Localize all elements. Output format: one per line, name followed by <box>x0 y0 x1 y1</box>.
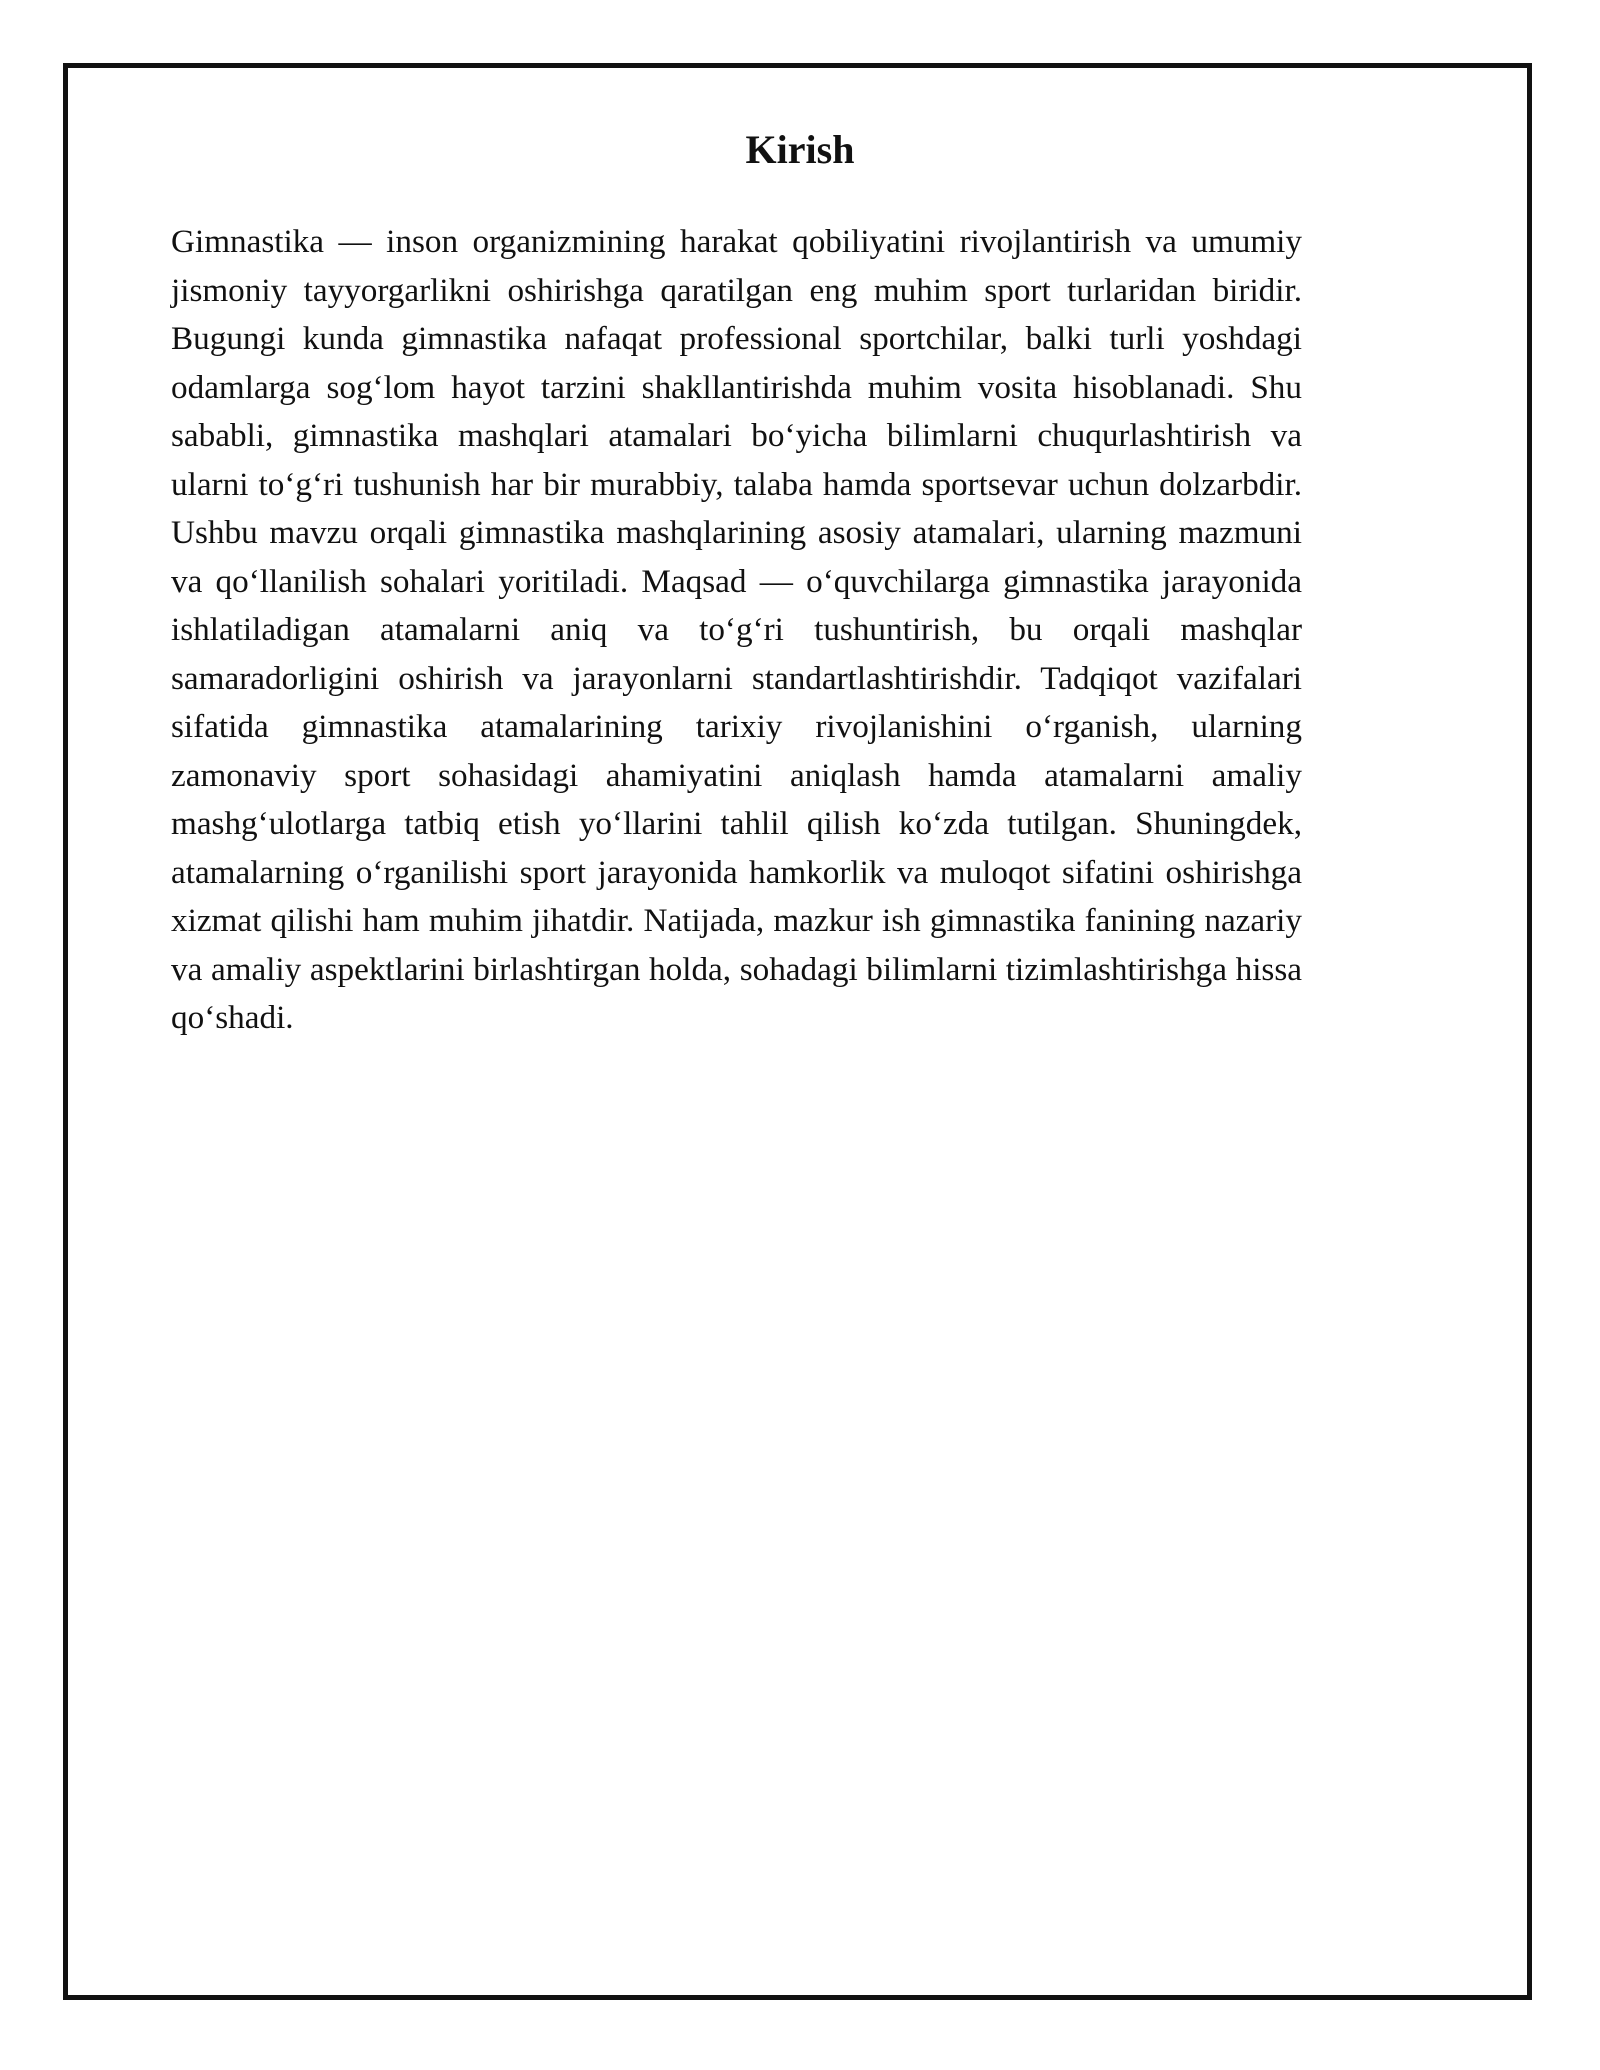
page-title: Kirish <box>745 127 855 172</box>
body-paragraph: Gimnastika — inson organizmining harakat qobiliyatini rivojlantirish va umumiy jismoniy tayyorgarlikni oshirishga qaratilgan eng muhim sport turlaridan biridir. Bugungi kunda gimnastika nafaqat professional sportchilar, balki turli yoshdagi odamlarga sogʻlom hayot tarzini shakllantirishda muhim vosita hisoblanadi. Shu sababli, gimnastika mashqlari atamalari boʻyicha bilimlarni chuqurlashtirish va ularni toʻgʻri tushunish har bir murabbiy, talaba hamda sportsevar uchun dolzarbdir. Ushbu mavzu orqali gimnastika mashqlarining asosiy atamalari, ularning mazmuni va qoʻllanilish sohalari yoritiladi. Maqsad — oʻquvchilarga gimnastika jarayonida ishlatiladigan atamalarni aniq va toʻgʻri tushuntirish, bu orqali mashqlar samaradorligini oshirish va jarayonlarni standartlashtirishdir. Tadqiqot vazifalari sifatida gimnastika atamalarining tarixiy rivojlanishini oʻrganish, ularning zamonaviy sport sohasidagi ahamiyatini aniqlash hamda atamalarni amaliy mashgʻulotlarga tatbiq etish yoʻllarini tahlil qilish koʻzda tutilgan. Shuningdek, atamalarning oʻrganilishi sport jarayonida hamkorlik va muloqot sifatini oshirishga xizmat qilishi ham muhim jihatdir. Natijada, mazkur ish gimnastika fanining nazariy va amaliy aspektlarini birlashtirgan holda, sohadagi bilimlarni tizimlashtirishga hissa qoʻshadi. <box>171 223 1302 1036</box>
